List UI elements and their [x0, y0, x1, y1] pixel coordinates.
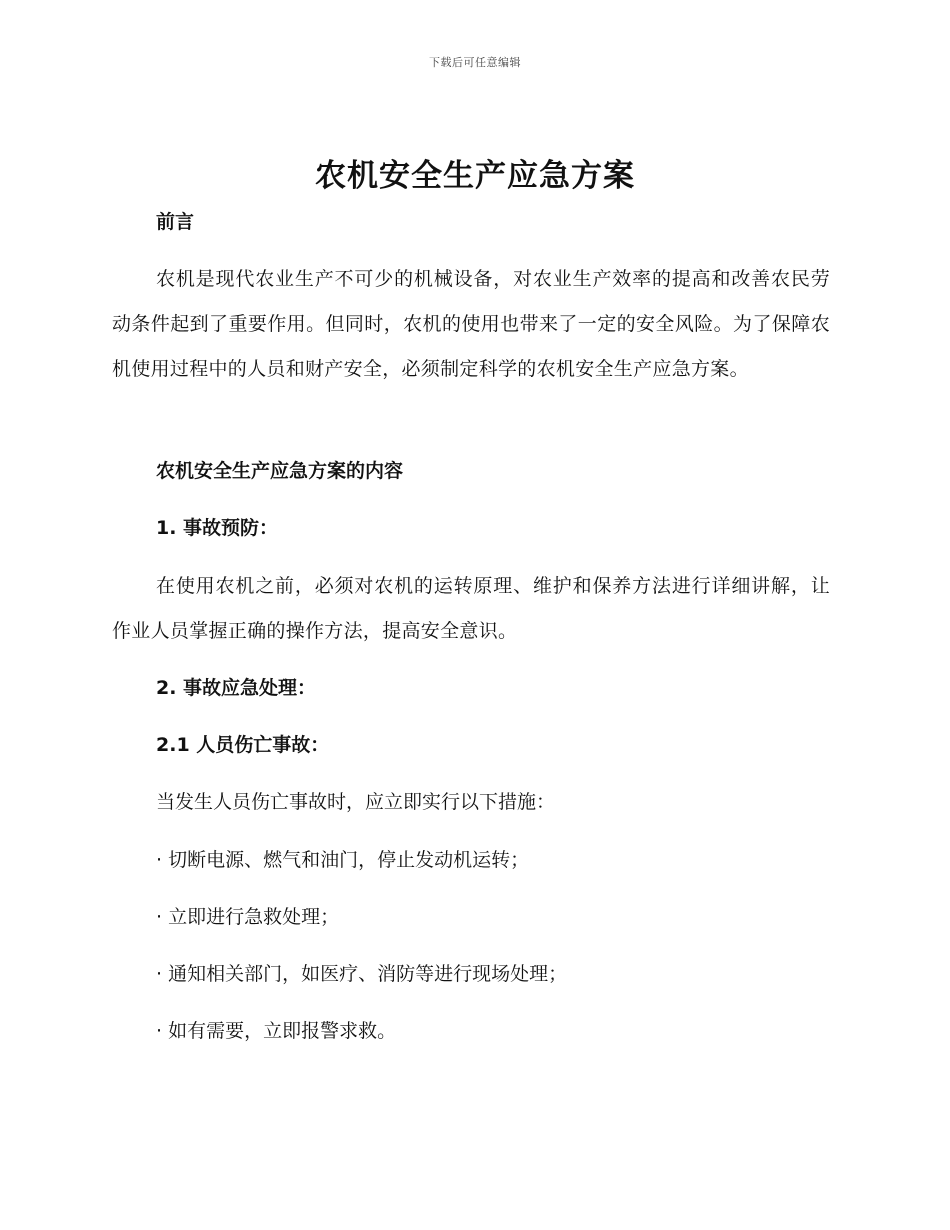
bullet-item: · 通知相关部门，如医疗、消防等进行现场处理； [156, 963, 568, 985]
document-title: 农机安全生产应急方案 [315, 158, 635, 194]
section-1-heading: 1. 事故预防： [156, 517, 279, 539]
section-2-1-heading: 2.1 人员伤亡事故： [156, 734, 330, 756]
section-1-paragraph: 在使用农机之前，必须对农机的运转原理、维护和保养方法进行详细讲解，让作业人员掌握正确的操作方法，提高安全意识。 [112, 575, 830, 642]
content-heading: 农机安全生产应急方案的内容 [156, 460, 404, 482]
bullet-item: · 如有需要，立即报警求救。 [156, 1020, 397, 1042]
bullet-item: · 切断电源、燃气和油门，停止发动机运转； [156, 849, 530, 871]
page-header-note: 下载后可任意编辑 [429, 56, 521, 69]
preface-heading: 前言 [156, 211, 195, 233]
bullet-item: · 立即进行急救处理； [156, 906, 340, 928]
preface-paragraph: 农机是现代农业生产不可少的机械设备，对农业生产效率的提高和改善农民劳动条件起到了重要作用。但同时，农机的使用也带来了一定的安全风险。为了保障农机使用过程中的人员和财产安全，必须制定科学的农机安全生产应急方案。 [112, 268, 830, 380]
section-2-1-intro: 当发生人员伤亡事故时，应立即实行以下措施： [156, 791, 556, 813]
section-2-heading: 2. 事故应急处理： [156, 677, 317, 699]
